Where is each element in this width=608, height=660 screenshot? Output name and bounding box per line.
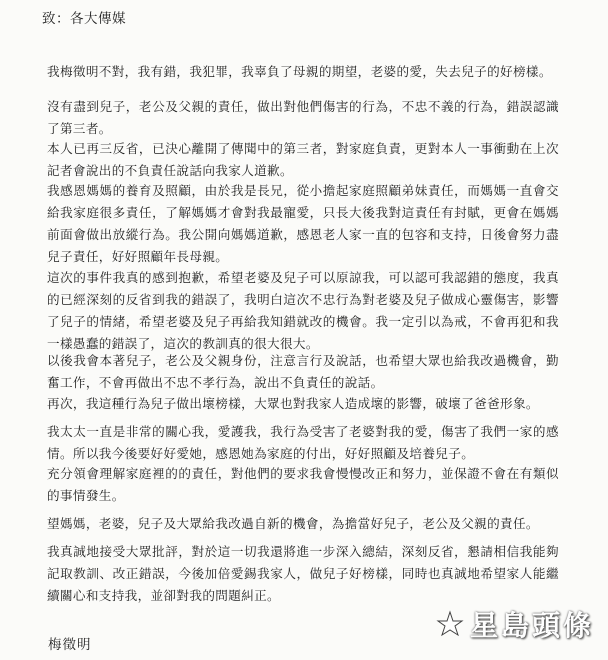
watermark-text: 星島頭條 (469, 609, 594, 642)
paragraph-5: 這次的事件我真的感到抱歉，希望老婆及兒子可以原諒我，可以認可我認錯的態度，我真的已經深刻的反省到我的錯誤了，我明白這次不忠行為對老婆及兒子做成心靈傷害，影響了兒子的情緒，希望老婆及兒子再給我知錯就改的機會。我一定引以為戒，不會再犯和我一樣愚蠢的錯誤了，這次的教訓真的很大很大。 (47, 270, 559, 351)
paragraph-9: 充分領會理解家庭裡的的責任，對他們的要求我會慢慢改正和努力，並保證不會在有類似的事情發生。 (47, 466, 559, 503)
watermark (436, 604, 594, 644)
paragraph-11: 我真誠地接受大眾批評，對於這一切我還將進一步深入總結，深刻反省，懇請相信我能夠記取教訓、改正錯誤，今後加倍愛錫我家人，做兒子好榜樣，同時也真誠地希望家人能繼續關心和支持我，並卻對我的問題糾正。 (47, 544, 559, 603)
paragraph-8: 我太太一直是非常的關心我，愛護我，我行為受害了老婆對我的愛，傷害了我們一家的感情。所以我今後要好好愛她，感恩她為家庭的付出，好好照顧及培養兒子。 (47, 424, 559, 461)
paragraph-2: 沒有盡到兒子，老公及父親的責任，做出對他們傷害的行為，不忠不義的行為，錯誤認識了第三者。 (47, 99, 559, 136)
paragraph-1: 我梅徵明不對，我有錯，我犯罪，我辜負了母親的期望，老婆的愛，失去兒子的好榜樣。 (47, 64, 552, 79)
paragraph-10: 望媽媽，老婆，兒子及大眾給我改過自新的機會，為擔當好兒子，老公及父親的責任。 (47, 516, 539, 531)
signature: 梅徵明 (48, 637, 92, 653)
salutation: 致：各大傳媒 (42, 11, 126, 27)
paragraph-7: 再次，我這種行為兒子做出壞榜樣，大眾也對我家人造成壞的影響，破壞了爸爸形象。 (47, 396, 539, 411)
paragraph-6: 以後我會本著兒子，老公及父親身份，注意言行及說話，也希望大眾也給我改過機會，勤奮工作，不會再做出不忠不孝行為，說出不負責任的說話。 (47, 353, 559, 390)
paragraph-3: 本人已再三反省，已決心離開了傳聞中的第三者，對家庭負責，更對本人一事衝動在上次記者會說出的不負責任說話向我家人道歉。 (47, 141, 559, 178)
paragraph-4: 我感恩媽媽的養育及照顧，由於我是長兄，從小擔起家庭照顧弟妹責任，而媽媽一直會交給我家庭很多責任，了解媽媽才會對我最寵愛，只長大後我對這責任有封賦，更會在媽媽前面會做出放縱行為。我公開向媽媽道歉，感恩老人家一直的包容和支持，日後會努力盡兒子責任，好好照顧年長母親。 (47, 183, 559, 264)
stars-logo-icon (436, 610, 464, 638)
